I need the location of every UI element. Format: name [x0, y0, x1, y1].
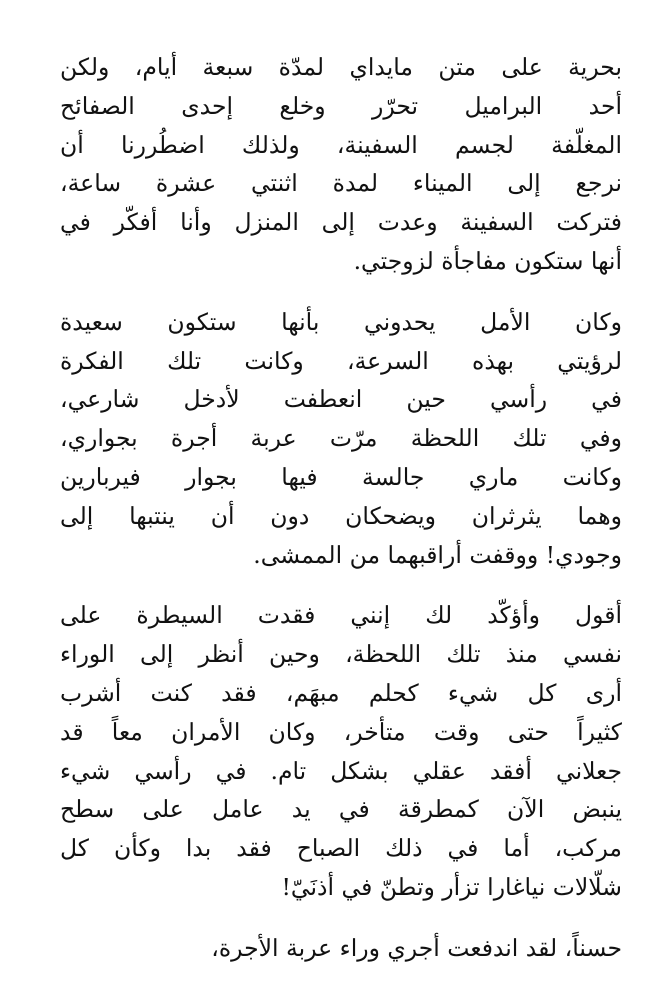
text-line: لرؤيتي بهذه السرعة، وكانت تلك الفكرة	[60, 346, 622, 375]
text-line: وكان الأمل يحدوني بأنها ستكون سعيدة	[60, 307, 622, 336]
paragraph-1	[60, 48, 622, 281]
text-line: أحد البراميل تحرّر وخلع إحدى الصفائح	[60, 91, 622, 120]
text-line: وكانت ماري جالسة فيها بجوار فيربارين	[60, 462, 622, 491]
text-line: مركب، أما في ذلك الصباح فقد بدا وكأن كل	[60, 834, 622, 863]
text-line: كثيراً حتى وقت متأخر، وكان الأمران معاً قد	[60, 717, 622, 746]
text-line: أنها ستكون مفاجأة لزوجتي.	[353, 246, 622, 275]
text-line: في رأسي حين انعطفت لأدخل شارعي،	[60, 385, 622, 414]
text-line: المغلّفة لجسم السفينة، ولذلك اضطُررنا أن	[60, 130, 622, 159]
text-line: وجودي! ووقفت أراقبهما من الممشى.	[253, 540, 622, 569]
text-line: شلّالات نياغارا تزأر وتطنّ في أذنَيّ!	[281, 872, 622, 901]
text-line: أرى كل شيء كحلم مبهَم، فقد كنت أشرب	[60, 678, 622, 707]
text-line: جعلاني أفقد عقلي بشكل تام. في رأسي شيء	[60, 756, 622, 785]
paragraph-4	[60, 929, 622, 968]
text-line: ينبض الآن كمطرقة في يد عامل على سطح	[60, 795, 622, 824]
text-line: نفسي منذ تلك اللحظة، وحين أنظر إلى الوراء	[60, 640, 622, 669]
text-line: وفي تلك اللحظة مرّت عربة أجرة بجواري،	[60, 424, 622, 453]
paragraph-3	[60, 596, 622, 906]
text-line: وهما يثرثران ويضحكان دون أن ينتبها إلى	[60, 501, 622, 530]
text-line: بحرية على متن مايداي لمدّة سبعة أيام، ولكن	[60, 53, 622, 81]
text-line: حسناً، لقد اندفعت أجري وراء عربة الأجرة،	[211, 933, 622, 962]
text-line: فتركت السفينة وعدت إلى المنزل وأنا أفكّر في	[60, 208, 622, 237]
paragraph-2	[60, 303, 622, 575]
text-line: نرجع إلى الميناء لمدة اثنتي عشرة ساعة،	[60, 169, 622, 198]
page-text	[60, 48, 622, 990]
text-line: أقول وأؤكّد لك إنني فقدت السيطرة على	[60, 601, 622, 630]
